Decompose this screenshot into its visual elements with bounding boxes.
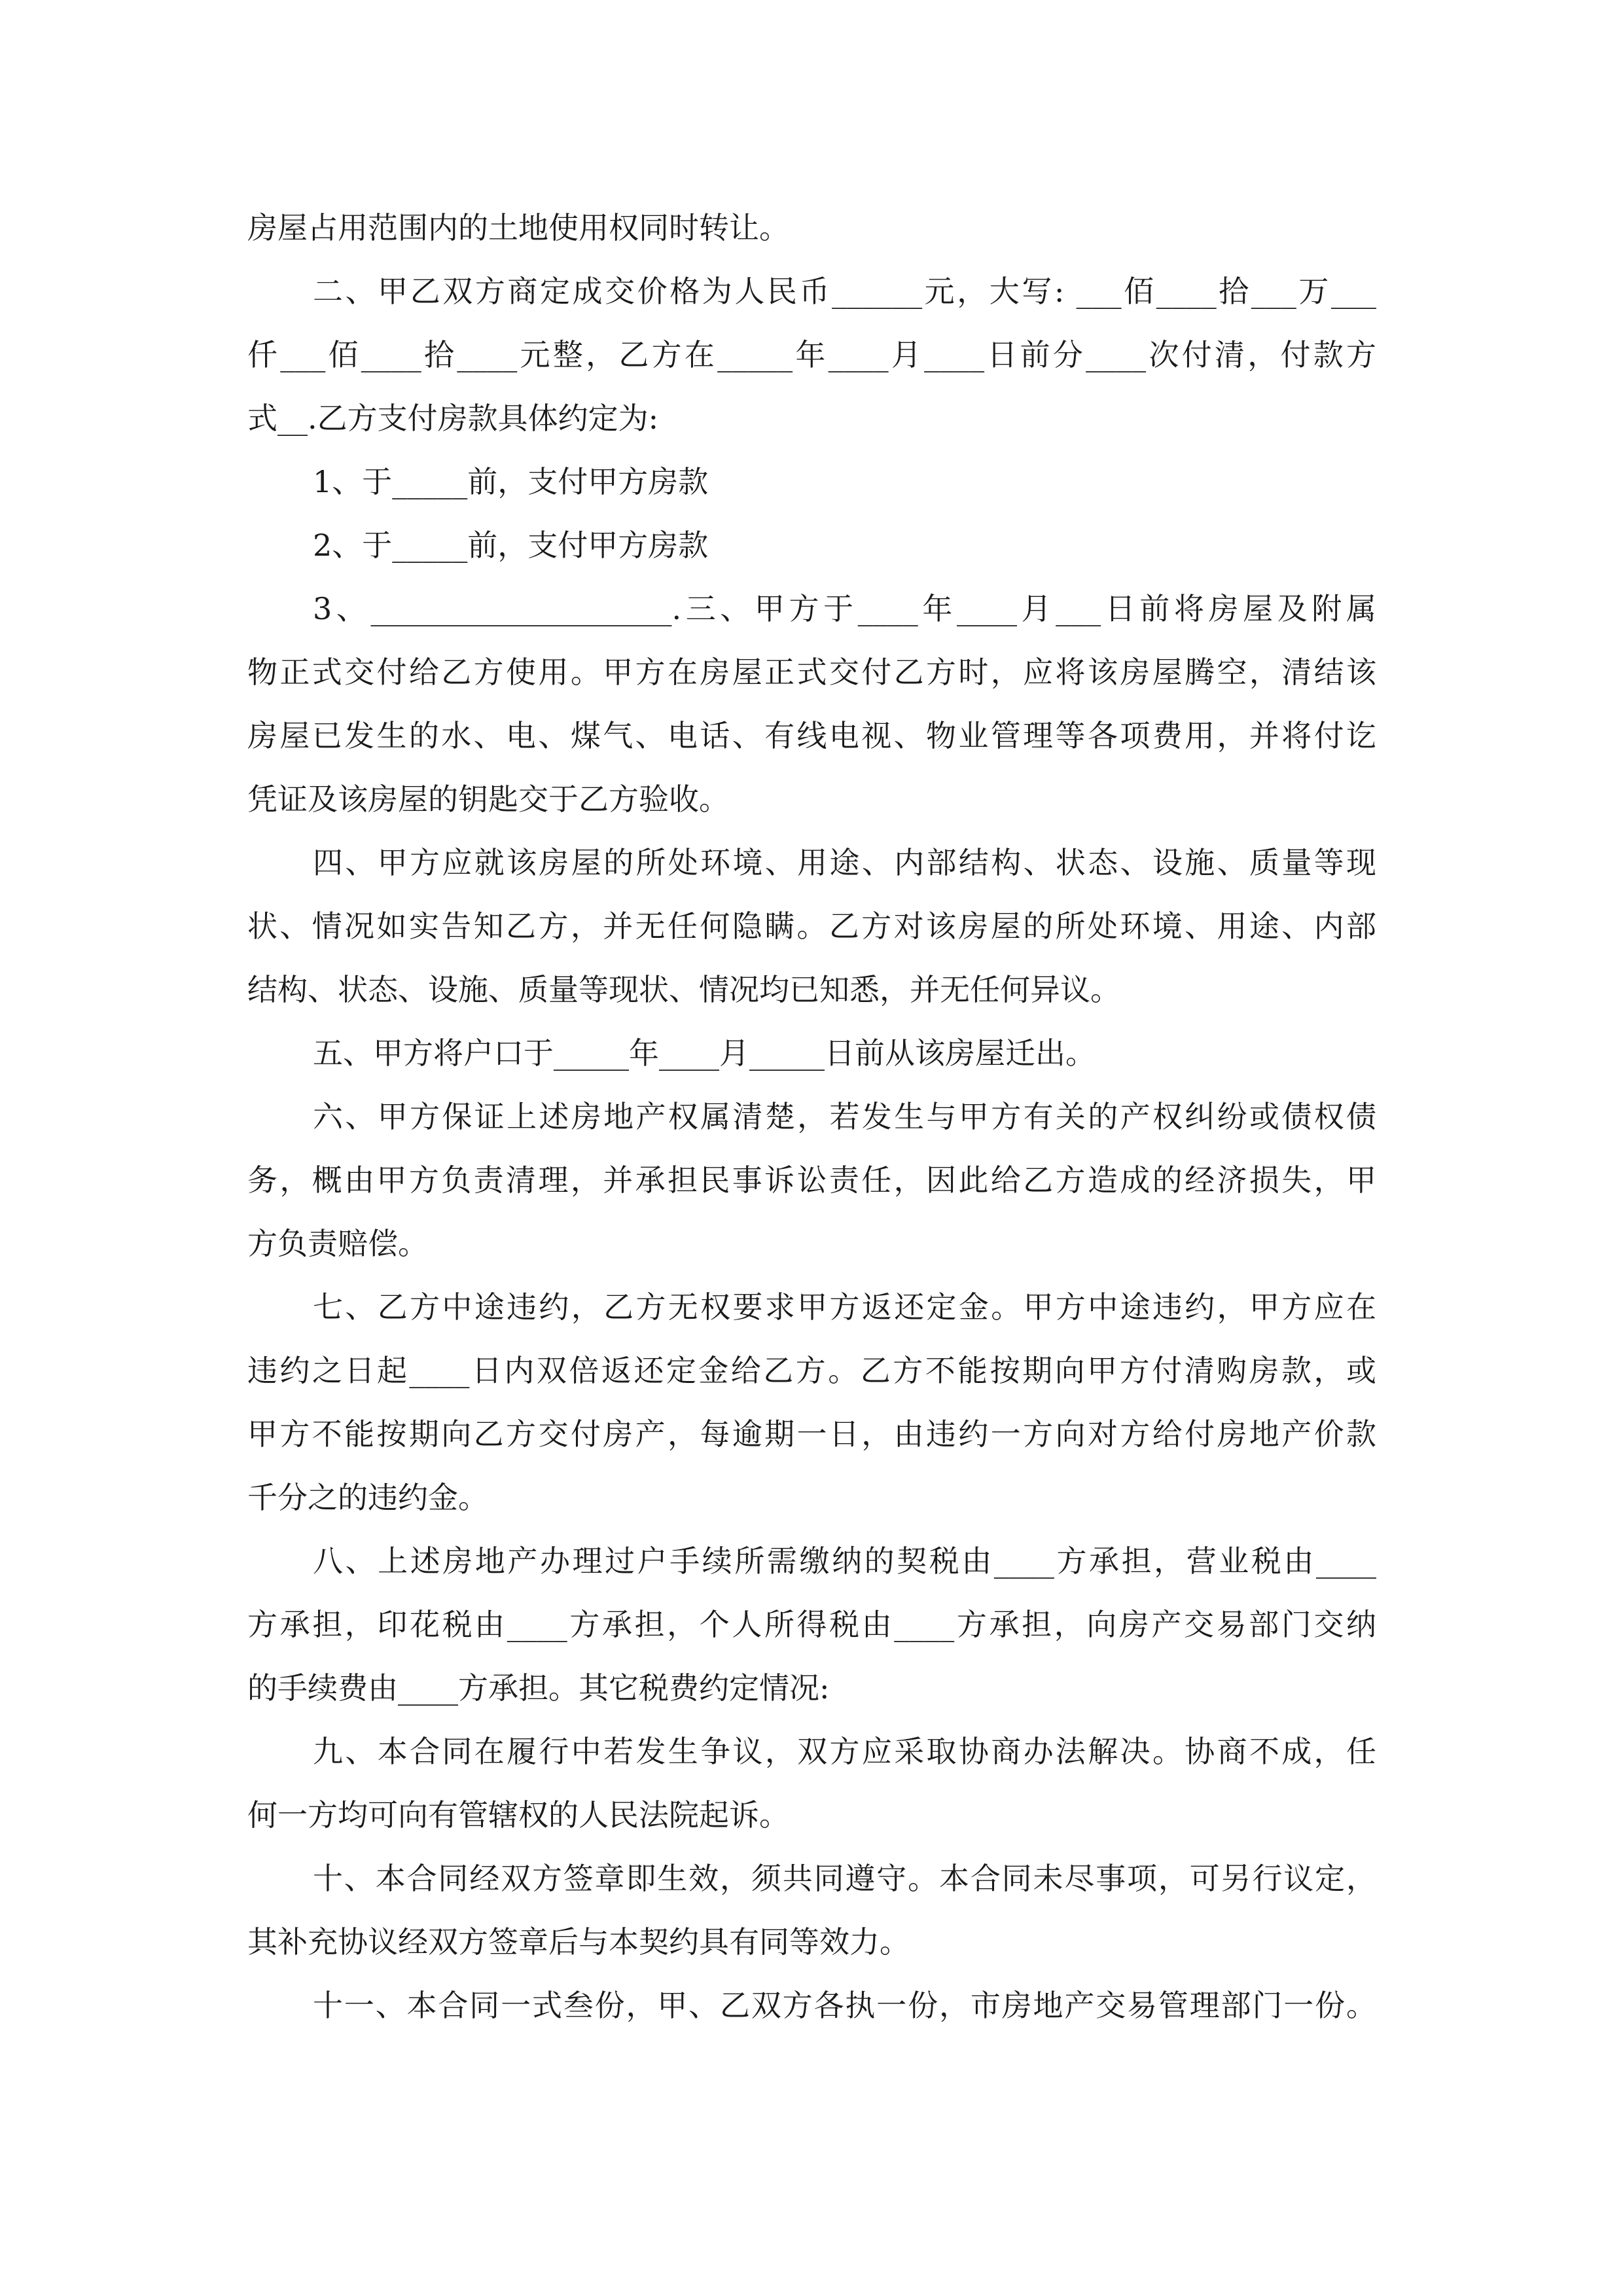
text-line: 二、甲乙双方商定成交价格为人民币______元，大写: ___佰____拾___万___ bbox=[313, 274, 1376, 309]
text-line: 九、本合同在履行中若发生争议，双方应采取协商办法解决。协商不成，任 bbox=[313, 1734, 1376, 1769]
text-line: 3、____________________.三、甲方于____年____月___日前将房屋及附属 bbox=[313, 591, 1376, 626]
text-line: 八、上述房地产办理过户手续所需缴纳的契税由____方承担，营业税由____ bbox=[313, 1543, 1376, 1579]
text-line: 四、甲方应就该房屋的所处环境、用途、内部结构、状态、设施、质量等现 bbox=[313, 845, 1376, 880]
text-line: 务，概由甲方负责清理，并承担民事诉讼责任，因此给乙方造成的经济损失，甲 bbox=[247, 1162, 1376, 1198]
text-line: 房屋占用范围内的土地使用权同时转让。 bbox=[247, 210, 789, 245]
text-line: 七、乙方中途违约，乙方无权要求甲方返还定金。甲方中途违约，甲方应在 bbox=[313, 1289, 1376, 1325]
text-line: 1、于_____前，支付甲方房款 bbox=[313, 464, 709, 499]
text-line: 物正式交付给乙方使用。甲方在房屋正式交付乙方时，应将该房屋腾空，清结该 bbox=[247, 655, 1376, 690]
text-line: 违约之日起____日内双倍返还定金给乙方。乙方不能按期向甲方付清购房款，或 bbox=[247, 1353, 1376, 1388]
text-line: 仟___佰____拾____元整，乙方在_____年____月____日前分____次付清，付款方 bbox=[247, 337, 1376, 372]
contract-page bbox=[247, 196, 1376, 2037]
text-line: 六、甲方保证上述房地产权属清楚，若发生与甲方有关的产权纠纷或债权债 bbox=[313, 1099, 1376, 1134]
text-line: 的手续费由____方承担。其它税费约定情况: bbox=[247, 1670, 830, 1706]
text-line: 十一、本合同一式叁份，甲、乙双方各执一份，市房地产交易管理部门一份。 bbox=[313, 1988, 1376, 2023]
text-line: 方承担，印花税由____方承担，个人所得税由____方承担，向房产交易部门交纳 bbox=[247, 1607, 1376, 1642]
text-line: 式__.乙方支付房款具体约定为: bbox=[247, 401, 659, 436]
text-line: 2、于_____前，支付甲方房款 bbox=[313, 528, 709, 563]
text-line: 五、甲方将户口于_____年____月_____日前从该房屋迁出。 bbox=[313, 1035, 1096, 1071]
text-line: 千分之的违约金。 bbox=[247, 1480, 488, 1515]
text-line: 十、本合同经双方签章即生效，须共同遵守。本合同未尽事项，可另行议定， bbox=[313, 1861, 1376, 1896]
text-line: 结构、状态、设施、质量等现状、情况均已知悉，并无任何异议。 bbox=[247, 972, 1120, 1007]
text-line: 状、情况如实告知乙方，并无任何隐瞒。乙方对该房屋的所处环境、用途、内部 bbox=[247, 908, 1376, 944]
text-line: 方负责赔偿。 bbox=[247, 1226, 428, 1261]
text-line: 其补充协议经双方签章后与本契约具有同等效力。 bbox=[247, 1924, 910, 1960]
text-line: 何一方均可向有管辖权的人民法院起诉。 bbox=[247, 1797, 789, 1833]
text-line: 房屋已发生的水、电、煤气、电话、有线电视、物业管理等各项费用，并将付讫 bbox=[247, 718, 1376, 753]
text-line: 甲方不能按期向乙方交付房产，每逾期一日，由违约一方向对方给付房地产价款 bbox=[247, 1416, 1376, 1452]
text-line: 凭证及该房屋的钥匙交于乙方验收。 bbox=[247, 781, 729, 817]
